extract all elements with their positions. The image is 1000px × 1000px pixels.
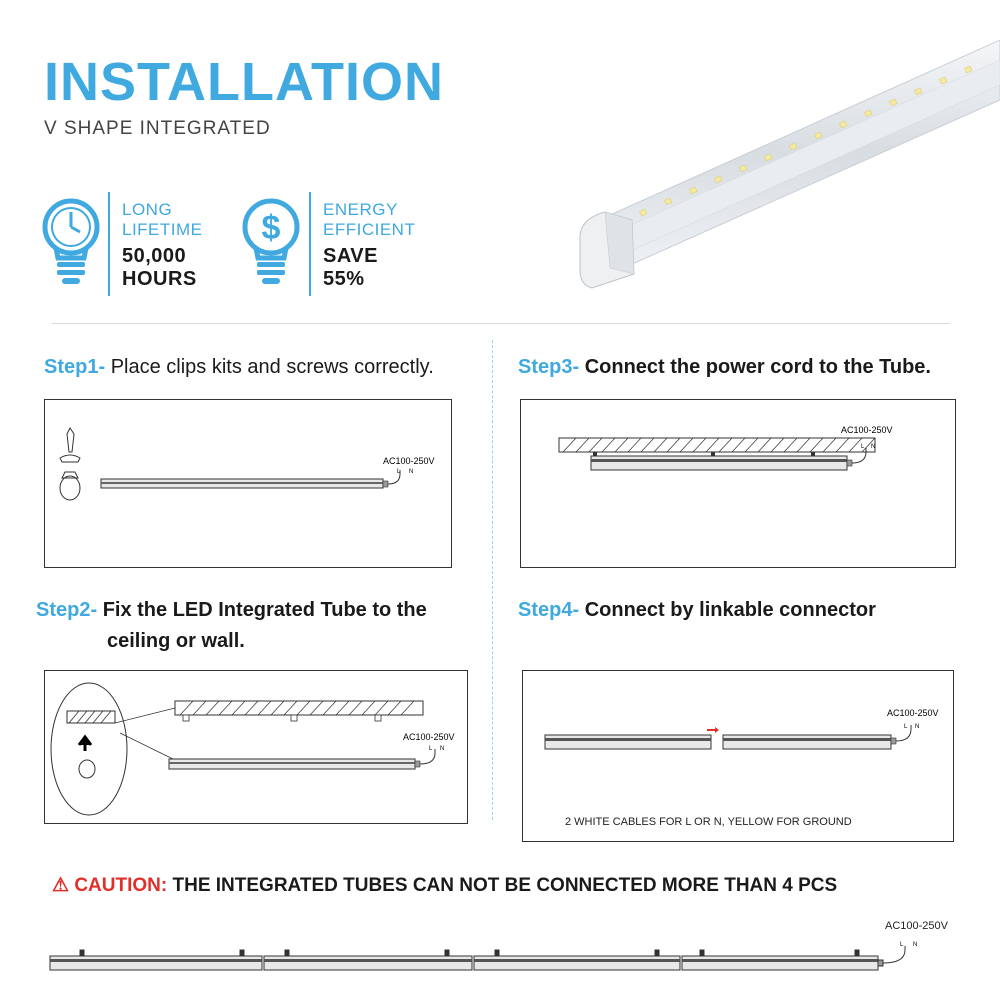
step4-title	[518, 595, 988, 626]
feature-value: 50,000	[122, 245, 187, 267]
wire-l-label: L	[429, 746, 433, 752]
feature-label: EFFICIENT	[323, 220, 416, 239]
wire-n-label: N	[440, 746, 445, 752]
step1-number: Step1-	[44, 356, 106, 378]
step2-text-line2: ceiling or wall.	[107, 630, 245, 652]
step1-title	[44, 352, 484, 383]
step3-illustration	[521, 400, 955, 567]
step4-note: 2 WHITE CABLES FOR L OR N, YELLOW FOR GROUND	[565, 816, 852, 828]
step-column-divider	[492, 340, 493, 820]
step1-text: Place clips kits and screws correctly.	[110, 356, 434, 378]
feature-value: HOURS	[122, 268, 197, 290]
page-title: INSTALLATION	[44, 52, 444, 112]
voltage-label: AC100-250V	[383, 456, 435, 466]
wire-l-label: L	[397, 469, 401, 475]
step2-diagram	[44, 670, 468, 824]
step4-text: Connect by linkable connector	[584, 599, 876, 621]
wire-l-label: L	[904, 724, 908, 730]
section-divider	[52, 323, 950, 324]
feature-energy	[323, 200, 415, 291]
wire-n-label: N	[409, 469, 414, 475]
step2-number: Step2-	[36, 599, 98, 621]
step3-title	[518, 352, 988, 383]
step2-illustration	[45, 671, 467, 823]
caution-label: CAUTION:	[74, 875, 168, 896]
arrow-right-icon	[707, 727, 719, 733]
clock-bulb-icon	[40, 196, 102, 290]
voltage-label: AC100-250V	[885, 920, 948, 932]
dollar-bulb-icon	[240, 196, 302, 290]
feature-divider	[108, 192, 110, 296]
step2-title	[36, 595, 476, 657]
feature-label: ENERGY	[323, 200, 398, 219]
feature-divider	[309, 192, 311, 296]
step1-illustration	[45, 400, 451, 567]
feature-value: SAVE	[323, 245, 378, 267]
page-subtitle: V SHAPE INTEGRATED	[44, 118, 271, 139]
wire-l-label: L	[861, 444, 865, 450]
step4-illustration	[523, 671, 953, 841]
led-tube-product-image	[570, 30, 1000, 295]
feature-label: LIFETIME	[122, 220, 203, 239]
svg-text:$: $	[261, 209, 281, 247]
step3-number: Step3-	[518, 356, 580, 378]
wire-n-label: N	[871, 444, 876, 450]
wire-n-label: N	[913, 942, 918, 948]
feature-value: 55%	[323, 268, 365, 290]
step4-number: Step4-	[518, 599, 580, 621]
step1-diagram	[44, 399, 452, 568]
feature-label: LONG	[122, 200, 173, 219]
step2-text: Fix the LED Integrated Tube to the	[102, 599, 427, 621]
wire-l-label: L	[900, 942, 904, 948]
linked-tubes-illustration	[0, 910, 1000, 1000]
step4-diagram	[522, 670, 954, 842]
voltage-label: AC100-250V	[887, 708, 939, 718]
voltage-label: AC100-250V	[403, 732, 455, 742]
feature-lifetime	[122, 200, 203, 291]
wire-n-label: N	[915, 724, 920, 730]
step3-text: Connect the power cord to the Tube.	[584, 356, 931, 378]
step3-diagram	[520, 399, 956, 568]
warning-triangle-icon: ⚠	[52, 875, 70, 896]
voltage-label: AC100-250V	[841, 425, 893, 435]
caution-text: THE INTEGRATED TUBES CAN NOT BE CONNECTED MORE THAN 4 PCS	[172, 875, 838, 896]
caution-banner	[52, 874, 837, 897]
